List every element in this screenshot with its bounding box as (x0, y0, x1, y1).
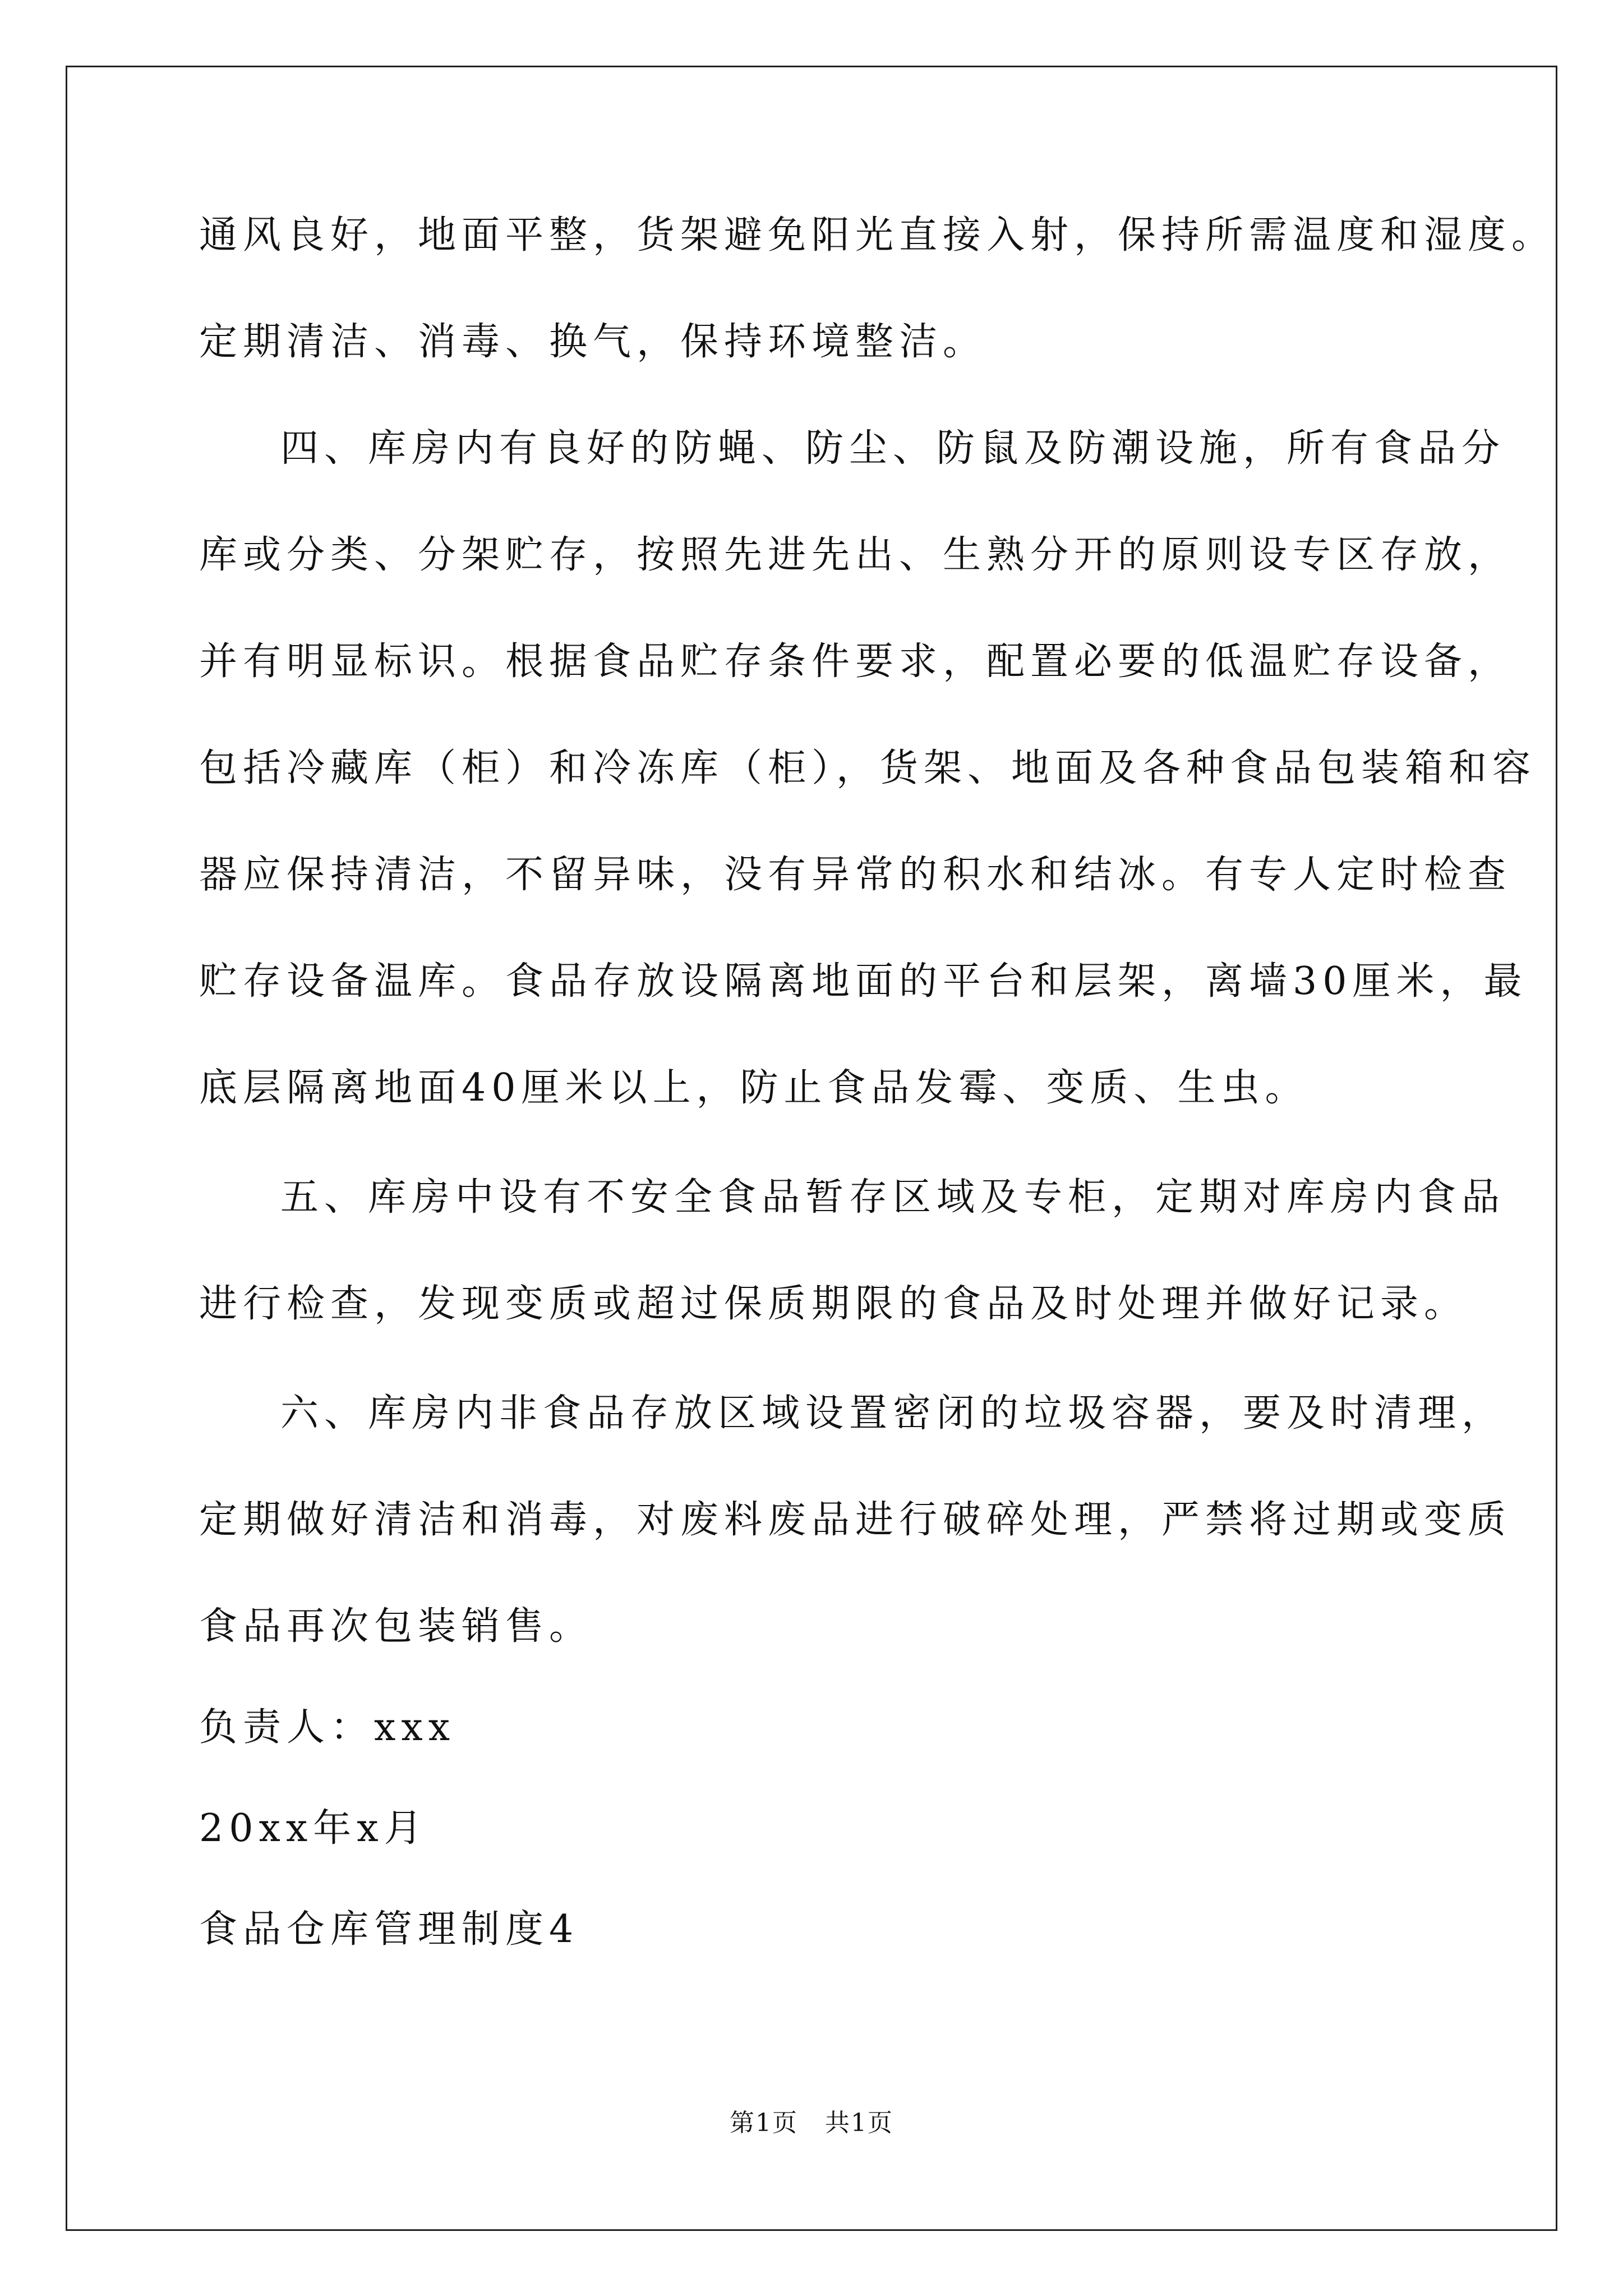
paragraph-line: 食品再次包装销售。 (199, 1604, 593, 1649)
paragraph-line: 定期清洁、消毒、换气，保持环境整洁。 (199, 320, 987, 364)
paragraph-line: 进行检查，发现变质或超过保质期限的食品及时处理并做好记录。 (199, 1282, 1468, 1326)
paragraph-line: 器应保持清洁，不留异味，没有异常的积水和结冰。有专人定时检查 (199, 853, 1512, 897)
paragraph-line: 四、库房内有良好的防蝇、防尘、防鼠及防潮设施，所有食品分 (280, 426, 1506, 471)
paragraph-line: 五、库房中设有不安全食品暂存区域及专柜，定期对库房内食品 (280, 1175, 1506, 1220)
paragraph-line: 六、库房内非食品存放区域设置密闭的垃圾容器，要及时清理， (280, 1391, 1506, 1435)
signature-line: 负责人：xxx (199, 1705, 456, 1750)
paragraph-line: 定期做好清洁和消毒，对废料废品进行破碎处理，严禁将过期或变质 (199, 1498, 1512, 1542)
date-line: 20xx年x月 (199, 1806, 428, 1851)
paragraph-line: 底层隔离地面40厘米以上，防止食品发霉、变质、生虫。 (199, 1066, 1309, 1110)
section-title: 食品仓库管理制度4 (199, 1907, 579, 1952)
paragraph-line: 并有明显标识。根据食品贮存条件要求，配置必要的低温贮存设备， (199, 639, 1512, 684)
page-number-footer: 第1页 共1页 (730, 2109, 893, 2137)
paragraph-line: 包括冷藏库（柜）和冷冻库（柜），货架、地面及各种食品包装箱和容 (199, 746, 1537, 790)
paragraph-line: 库或分类、分架贮存，按照先进先出、生熟分开的原则设专区存放， (199, 533, 1512, 577)
paragraph-line: 通风良好，地面平整，货架避免阳光直接入射，保持所需温度和湿度。 (199, 213, 1556, 257)
paragraph-line: 贮存设备温库。食品存放设隔离地面的平台和层架，离墙30厘米，最 (199, 959, 1528, 1004)
